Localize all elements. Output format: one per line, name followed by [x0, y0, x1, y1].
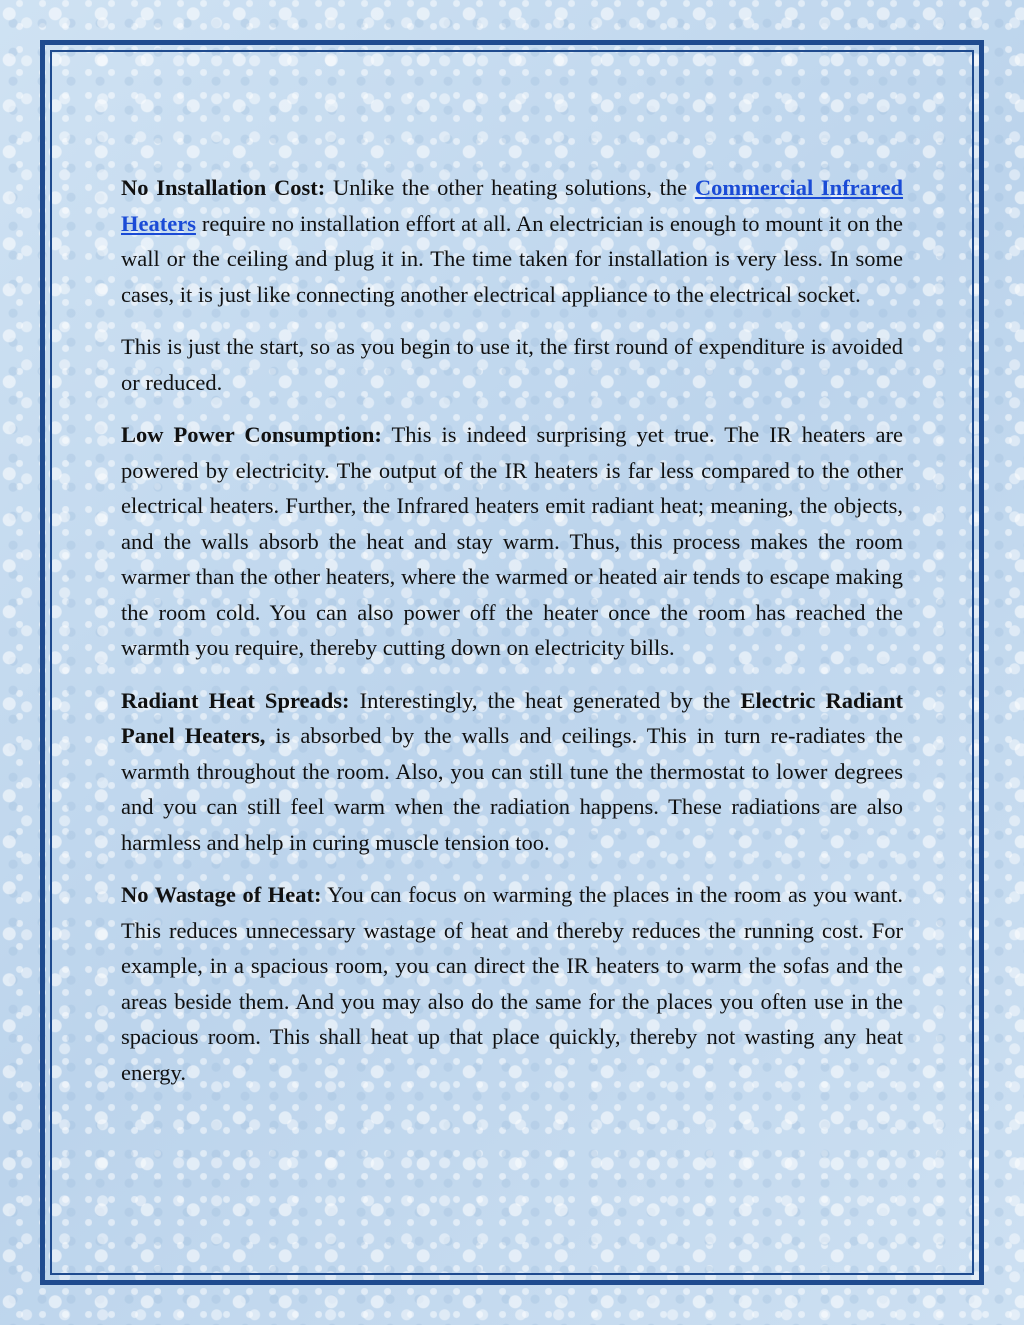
text-installation-body: require no installation effort at all. An electrician is enough to mount it on the wall or the ceiling and plug it in. The time taken for installation is very less. In some cases, it is just like connecting another electrical appliance to the electrical socket.	[121, 210, 903, 307]
heading-radiant-heat: Radiant Heat Spreads:	[121, 687, 350, 713]
text-installation-intro: Unlike the other heating solutions, the	[325, 175, 695, 200]
text-radiant-body: is absorbed by the walls and ceilings. This in turn re-radiates the warmth throughout the room. Also, you can still tune the thermostat to lower degrees and you can still feel warm when the radiation happens. These radiations are also harmless and help in curing muscle tension too.	[121, 723, 903, 855]
text-low-power: This is indeed surprising yet true. The IR heaters are powered by electricity. The output of the IR heaters is far less compared to the other electrical heaters. Further, the Infrared heaters emit radiant heat; meaning, the objects, and the walls absorb the heat and stay warm. Thus, this process makes the room warmer than the other heaters, where the warmed or heated air tends to escape making the room cold. You can also power off the heater once the room has reached the warmth you require, thereby cutting down on electricity bills.	[121, 422, 903, 660]
paragraph-start	[121, 329, 903, 400]
paragraph-radiant-heat	[121, 683, 903, 861]
electric-radiant-panel-heaters-text: Electric Radiant Panel Heaters,	[121, 687, 904, 748]
paragraph-installation-cost	[121, 170, 903, 312]
text-radiant-intro: Interestingly, the heat generated by the	[349, 687, 741, 713]
text-start: This is just the start, so as you begin to use it, the first round of expenditure is avoided or reduced.	[121, 334, 903, 395]
paragraph-low-power	[121, 417, 903, 666]
heading-installation-cost: No Installation Cost:	[121, 175, 326, 200]
paragraph-no-wastage	[121, 877, 903, 1090]
heading-low-power: Low Power Consumption:	[121, 422, 382, 447]
text-no-wastage: You can focus on warming the places in the room as you want. This reduces unnecessary wastage of heat and thereby reduces the running cost. For example, in a spacious room, you can direct the IR heaters to warm the sofas and the areas beside them. And you may also do the same for the places you often use in the spacious room. This shall heat up that place quickly, thereby not wasting any heat energy.	[121, 882, 903, 1085]
commercial-infrared-heaters-link[interactable]: Commercial Infrared Heaters	[121, 175, 904, 236]
heading-no-wastage: No Wastage of Heat:	[121, 882, 322, 907]
document-body	[121, 170, 903, 1107]
